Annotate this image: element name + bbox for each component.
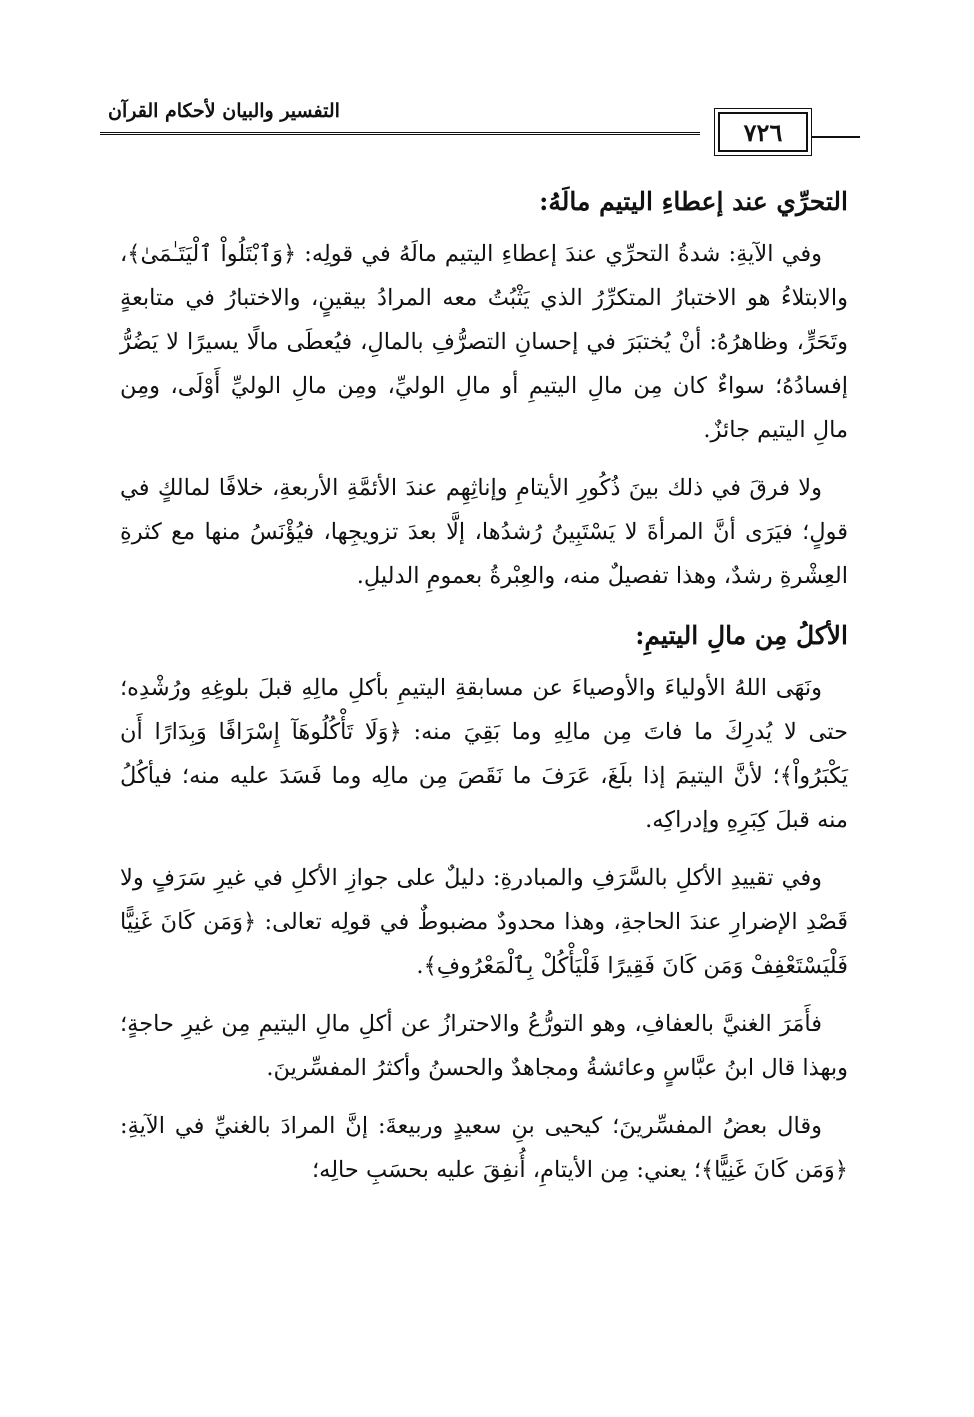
header-rule [100,132,700,135]
paragraph: وفي تقييدِ الأكلِ بالسَّرَفِ والمبادرةِ: دليلٌ على جوازِ الأكلِ في غيرِ سَرَفٍ ولا قَصْدِ الإضرارِ عندَ الحاجةِ، وهذا محدودٌ مضبوطٌ في قولِه تعالى: ﴿وَمَن كَانَ غَنِيًّا فَلْيَسْتَعْفِفْ وَمَن كَانَ فَقِيرًا فَلْيَأْكُلْ بِٱلْمَعْرُوفِ﴾. [120,865,848,979]
book-title: التفسير والبيان لأحكام القرآن [108,100,340,122]
paragraph: وفي الآيةِ: شدةُ التحرِّي عندَ إعطاءِ اليتيم مالَهُ في قولِه: ﴿وَٱبْتَلُواْ ٱلْيَتَـٰمَىٰ﴾، والابتلاءُ هو الاختبارُ المتكرِّرُ الذي يَثْبُتُ معه المرادُ بيقينٍ، والاختبارُ في متابعةٍ وتَحَرٍّ، وظاهرُهُ: أنْ يُختبَرَ في إحسانِ التصرُّفِ بالمالِ، فيُعطَى مالًا يسيرًا لا يَضُرُّ إفسادُهُ؛ سواءٌ كان مِن مالِ اليتيمِ أو مالِ الوليِّ، ومِن مالِ الوليِّ أَوْلَى، ومِن مالِ اليتيم جائزٌ. [120,241,848,443]
header-rule-side [812,136,860,138]
page-number: ٧٢٦ [718,112,808,152]
section-heading: الأكلُ مِن مالِ اليتيمِ: [635,621,848,650]
page-body [120,170,848,1206]
paragraph: وقال بعضُ المفسِّرينَ؛ كيحيى بنِ سعيدٍ وربيعةَ: إنَّ المرادَ بالغنيِّ في الآيةِ: ﴿وَمَن كَانَ غَنِيًّا﴾؛ يعني: مِن الأيتامِ، أُنفِقَ عليه بحسَبِ حالِه؛ [120,1113,848,1183]
paragraph: فأَمَرَ الغنيَّ بالعفافِ، وهو التورُّعُ والاحترازُ عن أكلِ مالِ اليتيمِ مِن غيرِ حاجةٍ؛ وبهذا قال ابنُ عبَّاسٍ وعائشةُ ومجاهدٌ والحسنُ وأكثرُ المفسِّرينَ. [120,1011,848,1081]
paragraph: ونَهَى اللهُ الأولياءَ والأوصياءَ عن مسابقةِ اليتيمِ بأكلِ مالِهِ قبلَ بلوغِهِ ورُشْدِه؛ حتى لا يُدرِكَ ما فاتَ مِن مالِهِ وما بَقِيَ منه: ﴿وَلَا تَأْكُلُوهَآ إِسْرَافًا وَبِدَارًا أَن يَكْبَرُواْ﴾؛ لأنَّ اليتيمَ إذا بلَغَ، عَرَفَ ما نَقَصَ مِن مالِه وما فَسَدَ عليه منه؛ فيأكُلُ منه قبلَ كِبَرِهِ وإدراكِه. [120,675,848,833]
paragraph: ولا فرقَ في ذلك بينَ ذُكُورِ الأيتامِ وإناثِهِم عندَ الأئمَّةِ الأربعةِ، خلافًا لمالكٍ في قولٍ؛ فيَرَى أنَّ المرأةَ لا يَسْتَبِينُ رُشدُها، إلَّا بعدَ تزويجِها، فيُؤْنَسُ منها مع كثرةِ العِشْرةِ رشدٌ، وهذا تفصيلٌ منه، والعِبْرةُ بعمومِ الدليلِ. [120,475,848,589]
running-header [100,94,860,158]
section-heading: التحرِّي عند إعطاءِ اليتيم مالَهُ: [539,187,848,216]
